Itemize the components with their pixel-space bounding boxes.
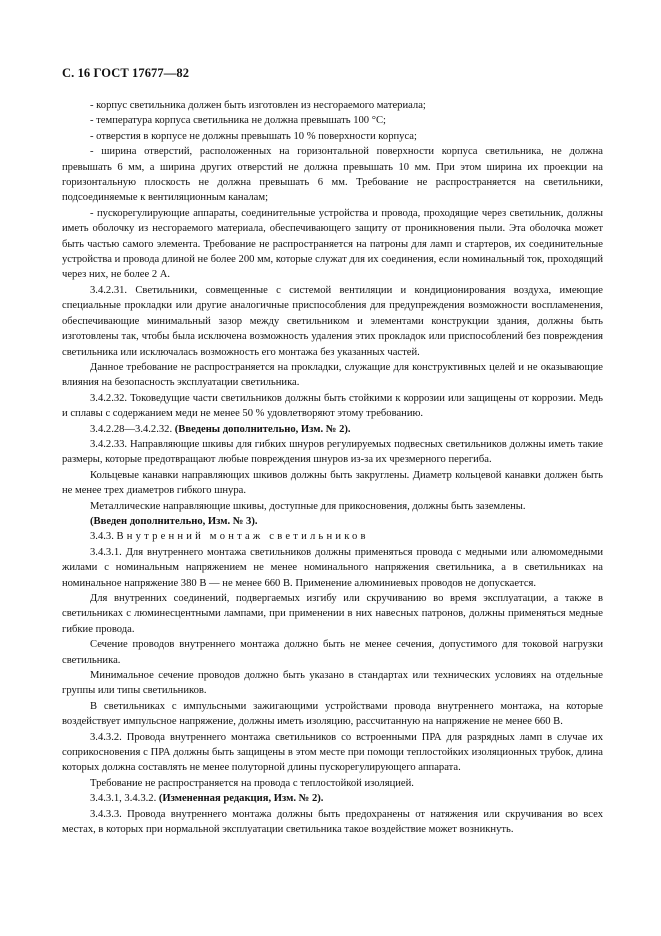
amendment-ref: 3.4.2.28—3.4.2.32. (90, 423, 175, 435)
paragraph-amendment-3: (Введен дополнительно, Изм. № 3). (90, 515, 258, 527)
paragraph-pulley-grooves: Кольцевые канавки направляющих шкивов должны быть закруглены. Диаметр кольцевой канавки должен быть не менее трех диаметров гибкого шнура. (62, 469, 603, 497)
section-number: 3.4.3. (90, 531, 117, 543)
paragraph-pulley-grounding: Металлические направляющие шкивы, доступные для прикосновения, должны быть заземлены. (90, 500, 526, 512)
paragraph-housing-material: - корпус светильника должен быть изготовлен из несгораемого материала; (90, 100, 426, 111)
paragraph-3-4-3-1: 3.4.3.1. Для внутреннего монтажа светильников должны применяться провода с медными или алюмомедными жилами с номинальным напряжением не менее номинального напряжения светильника, а в светильниках на номинальное напряжение 380 В — не менее 660 В. Применение алюминиевых проводов не допускается. (62, 546, 603, 589)
paragraph-heat-resistant-exception: Требование не распространяется на провода с теплостойкой изоляцией. (90, 777, 414, 789)
amendment-note: (Введены дополнительно, Изм. № 2). (174, 423, 351, 435)
document-body (62, 98, 603, 838)
paragraph-opening-width: - ширина отверстий, расположенных на горизонтальной поверхности корпуса светильника, не должна превышать 6 мм, а ширина других отверстий не должна превышать 10 мм. При этом ширина их проекции на горизонтальную плоскость не должна превышать 6 мм. Требование не распространяется на светильники, подсоединяемые к вентиляционным каналам; (62, 146, 603, 204)
amendment-ref: 3.4.3.1, 3.4.3.2. (90, 793, 159, 805)
paragraph-3-4-2-31: 3.4.2.31. Светильники, совмещенные с системой вентиляции и кондиционирования воздуха, имеющие специальные прокладки или другие аналогичные приспособления для предупреждения возможности воспламенения, обеспечивающие минимальный зазор между светильником и элементами конструкции здания, должны быть изготовлены так, чтобы была исключена возможность удаления этих прокладок или приспособлений без повреждения светильника или исключалась возможность его монтажа без указанных частей. (62, 284, 603, 358)
paragraph-amendment-2-intro (62, 422, 603, 437)
page-header: С. 16 ГОСТ 17677—82 (62, 66, 190, 80)
amendment-note: (Измененная редакция, Изм. № 2). (158, 793, 324, 805)
paragraph-3-4-2-33: 3.4.2.33. Направляющие шкивы для гибких шнуров регулируемых подвесных светильников должны иметь такие размеры, которые предотвращают любые повреждения шнуров из-за их чрезмерного перегиба. (62, 438, 603, 466)
paragraph-ballast-shell: - пускорегулирующие аппараты, соединительные устройства и провода, проходящие через светильник, должны иметь оболочку из несгораемого материала, обеспечивающего защиту от проникновения пыли. Эта оболочка может быть частью самого элемента. Требование не распространяется на патроны для ламп и стартеров, их соединительные устройства и провода длиной не более 200 мм, которые служат для их соединения, если номинальный ток, проходящий через них, не более 2 А. (62, 207, 603, 281)
paragraph-pulse-igniters: В светильниках с импульсными зажигающими устройствами провода внутреннего монтажа, на которые воздействует импульсное напряжение, должны иметь изоляцию, рассчитанную на напряжение не менее 660 В. (62, 700, 603, 728)
paragraph-gasket-exception: Данное требование не распространяется на прокладки, служащие для конструктивных целей и не оказывающие влияния на безопасность эксплуатации светильника. (62, 361, 603, 389)
paragraph-3-4-3-2: 3.4.3.2. Провода внутреннего монтажа светильников со встроенными ПРА для разрядных ламп в случае их соприкосновения с ПРА должны быть защищены в этом месте при помощи теплостойких изоляционных трубок, длина которых должна составлять не менее полуторной длины пускорегулирующего аппарата. (62, 731, 603, 774)
paragraph-flexible-wires: Для внутренних соединений, подвергаемых изгибу или скручиванию во время эксплуатации, а также в светильниках с люминесцентными лампами, при применении в них навесных патронов, должны применяться медные гибкие провода. (62, 593, 603, 635)
paragraph-housing-temperature: - температура корпуса светильника не должна превышать 100 °С; (90, 115, 386, 127)
paragraph-min-section: Минимальное сечение проводов должно быть указано в стандартах или технических условиях на отдельные группы или типы светильников. (62, 670, 603, 697)
paragraph-housing-openings: - отверстия в корпусе не должны превышать 10 % поверхности корпуса; (90, 130, 417, 142)
section-title: Внутренний монтаж светильников (116, 531, 369, 543)
section-heading-3-4-3 (62, 529, 603, 544)
paragraph-amendment-2-revision (62, 791, 603, 806)
paragraph-3-4-3-3: 3.4.3.3. Провода внутреннего монтажа должны быть предохранены от натяжения или скручивания во всех местах, в которых при нормальной эксплуатации светильника такое воздействие может возникнуть. (62, 808, 603, 836)
paragraph-wire-section: Сечение проводов внутреннего монтажа должно быть не менее сечения, допустимого для токовой нагрузки светильника. (62, 639, 603, 666)
paragraph-3-4-2-32: 3.4.2.32. Токоведущие части светильников должны быть стойкими к коррозии или защищены от коррозии. Медь и сплавы с содержанием меди не менее 50 % удовлетворяют этому требованию. (62, 392, 603, 420)
